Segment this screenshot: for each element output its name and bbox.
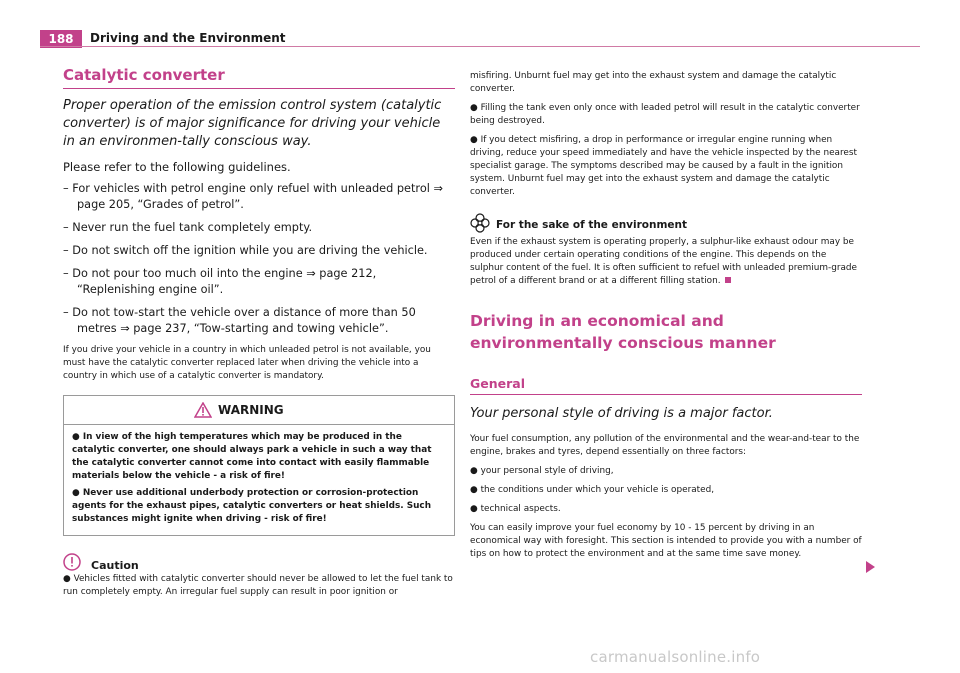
factors-lead: Your fuel consumption, any pollution of the environmental and the wear-and-tear to the engine, brakes and tyres, depend essentially on three factors: bbox=[470, 434, 860, 457]
factor-item: ● the conditions under which your vehicle is operated, bbox=[470, 485, 715, 495]
guidelines-list bbox=[63, 181, 455, 337]
right-column bbox=[470, 70, 862, 565]
environment-label: For the sake of the environment bbox=[496, 219, 688, 231]
closing-paragraph: You can easily improve your fuel economy by 10 - 15 percent by driving in an economical way with foresight. This section is intended to provide you with a number of tips on how to protect the environment and at the same time save money. bbox=[470, 523, 862, 559]
list-item: – Do not switch off the ignition while you are driving the vehicle. bbox=[63, 244, 428, 257]
warning-item: ● In view of the high temperatures which may be produced in the catalytic converter, one should always park a vehicle in such a way that the catalytic converter cannot come into contact with easily flammable materials below the vehicle - a risk of fire! bbox=[72, 432, 432, 481]
section-heading-economical: Driving in an economical and environmentally conscious manner bbox=[470, 312, 776, 352]
caution-item: ● Vehicles fitted with catalytic converter should never be allowed to let the fuel tank to run completely empty. An irregular fuel supply can result in poor ignition or bbox=[63, 574, 453, 597]
caution-header bbox=[63, 551, 455, 573]
environment-text: Even if the exhaust system is operating properly, a sulphur-like exhaust odour may be produced under certain operating conditions of the engine. This depends on the sulphur content of the fuel. It is often sufficient to refuel with unleaded premium-grade petrol of a different brand or at a different filling station. bbox=[470, 237, 858, 286]
subheading-general: General bbox=[470, 376, 862, 395]
flower-icon bbox=[470, 213, 490, 233]
warning-header bbox=[64, 396, 454, 425]
warning-box bbox=[63, 395, 455, 536]
factor-item: ● technical aspects. bbox=[470, 504, 561, 514]
caution-continued: misfiring. Unburnt fuel may get into the exhaust system and damage the catalytic converter. bbox=[470, 71, 837, 94]
caution-exclamation-icon bbox=[63, 553, 81, 571]
warning-body bbox=[64, 425, 454, 535]
watermark: carmanualsonline.info bbox=[590, 648, 761, 666]
general-intro: Your personal style of driving is a major factor. bbox=[470, 406, 773, 421]
list-item: – Do not pour too much oil into the engine ⇒ page 212, “Replenishing engine oil”. bbox=[63, 267, 377, 296]
warning-item: ● Never use additional underbody protection or corrosion-protection agents for the exhaust pipes, catalytic converters or heat shields. Such substances might ignite when driving - risk of fire! bbox=[72, 488, 432, 524]
unleaded-note: If you drive your vehicle in a country in which unleaded petrol is not available, you must have the catalytic converter replaced later when driving the vehicle into a country in which use of a catalytic converter is mandatory. bbox=[63, 345, 431, 381]
caution-item: ● If you detect misfiring, a drop in performance or irregular engine running when driving, reduce your speed immediately and have the vehicle inspected by the nearest specialist garage. The symptoms described may be caused by a fault in the ignition system. Unburnt fuel may get into the exhaust system and damage the catalytic converter. bbox=[470, 135, 857, 197]
end-marker bbox=[725, 277, 731, 283]
caution-item: ● Filling the tank even only once with leaded petrol will result in the catalytic converter being destroyed. bbox=[470, 103, 860, 126]
page-number: 188 bbox=[40, 30, 82, 48]
environment-header bbox=[470, 213, 862, 233]
guidelines-lead: Please refer to the following guidelines. bbox=[63, 160, 291, 174]
warning-label: WARNING bbox=[218, 403, 284, 417]
list-item: – Never run the fuel tank completely empty. bbox=[63, 221, 313, 234]
list-item: – For vehicles with petrol engine only refuel with unleaded petrol ⇒ page 205, “Grades of petrol”. bbox=[63, 182, 443, 211]
section-heading-catalytic: Catalytic converter bbox=[63, 66, 455, 89]
left-column bbox=[63, 66, 455, 603]
caution-label: Caution bbox=[91, 558, 139, 572]
section-intro: Proper operation of the emission control system (catalytic converter) is of major significance for driving your vehicle in an environmen-tally conscious way. bbox=[63, 98, 442, 149]
list-item: – Do not tow-start the vehicle over a distance of more than 50 metres ⇒ page 237, “Tow-starting and towing vehicle”. bbox=[63, 306, 416, 335]
factor-item: ● your personal style of driving, bbox=[470, 466, 614, 476]
warning-triangle-icon bbox=[194, 402, 212, 418]
next-page-arrow-icon bbox=[866, 561, 875, 573]
header-rule bbox=[40, 46, 920, 47]
header-title: Driving and the Environment bbox=[90, 31, 286, 45]
